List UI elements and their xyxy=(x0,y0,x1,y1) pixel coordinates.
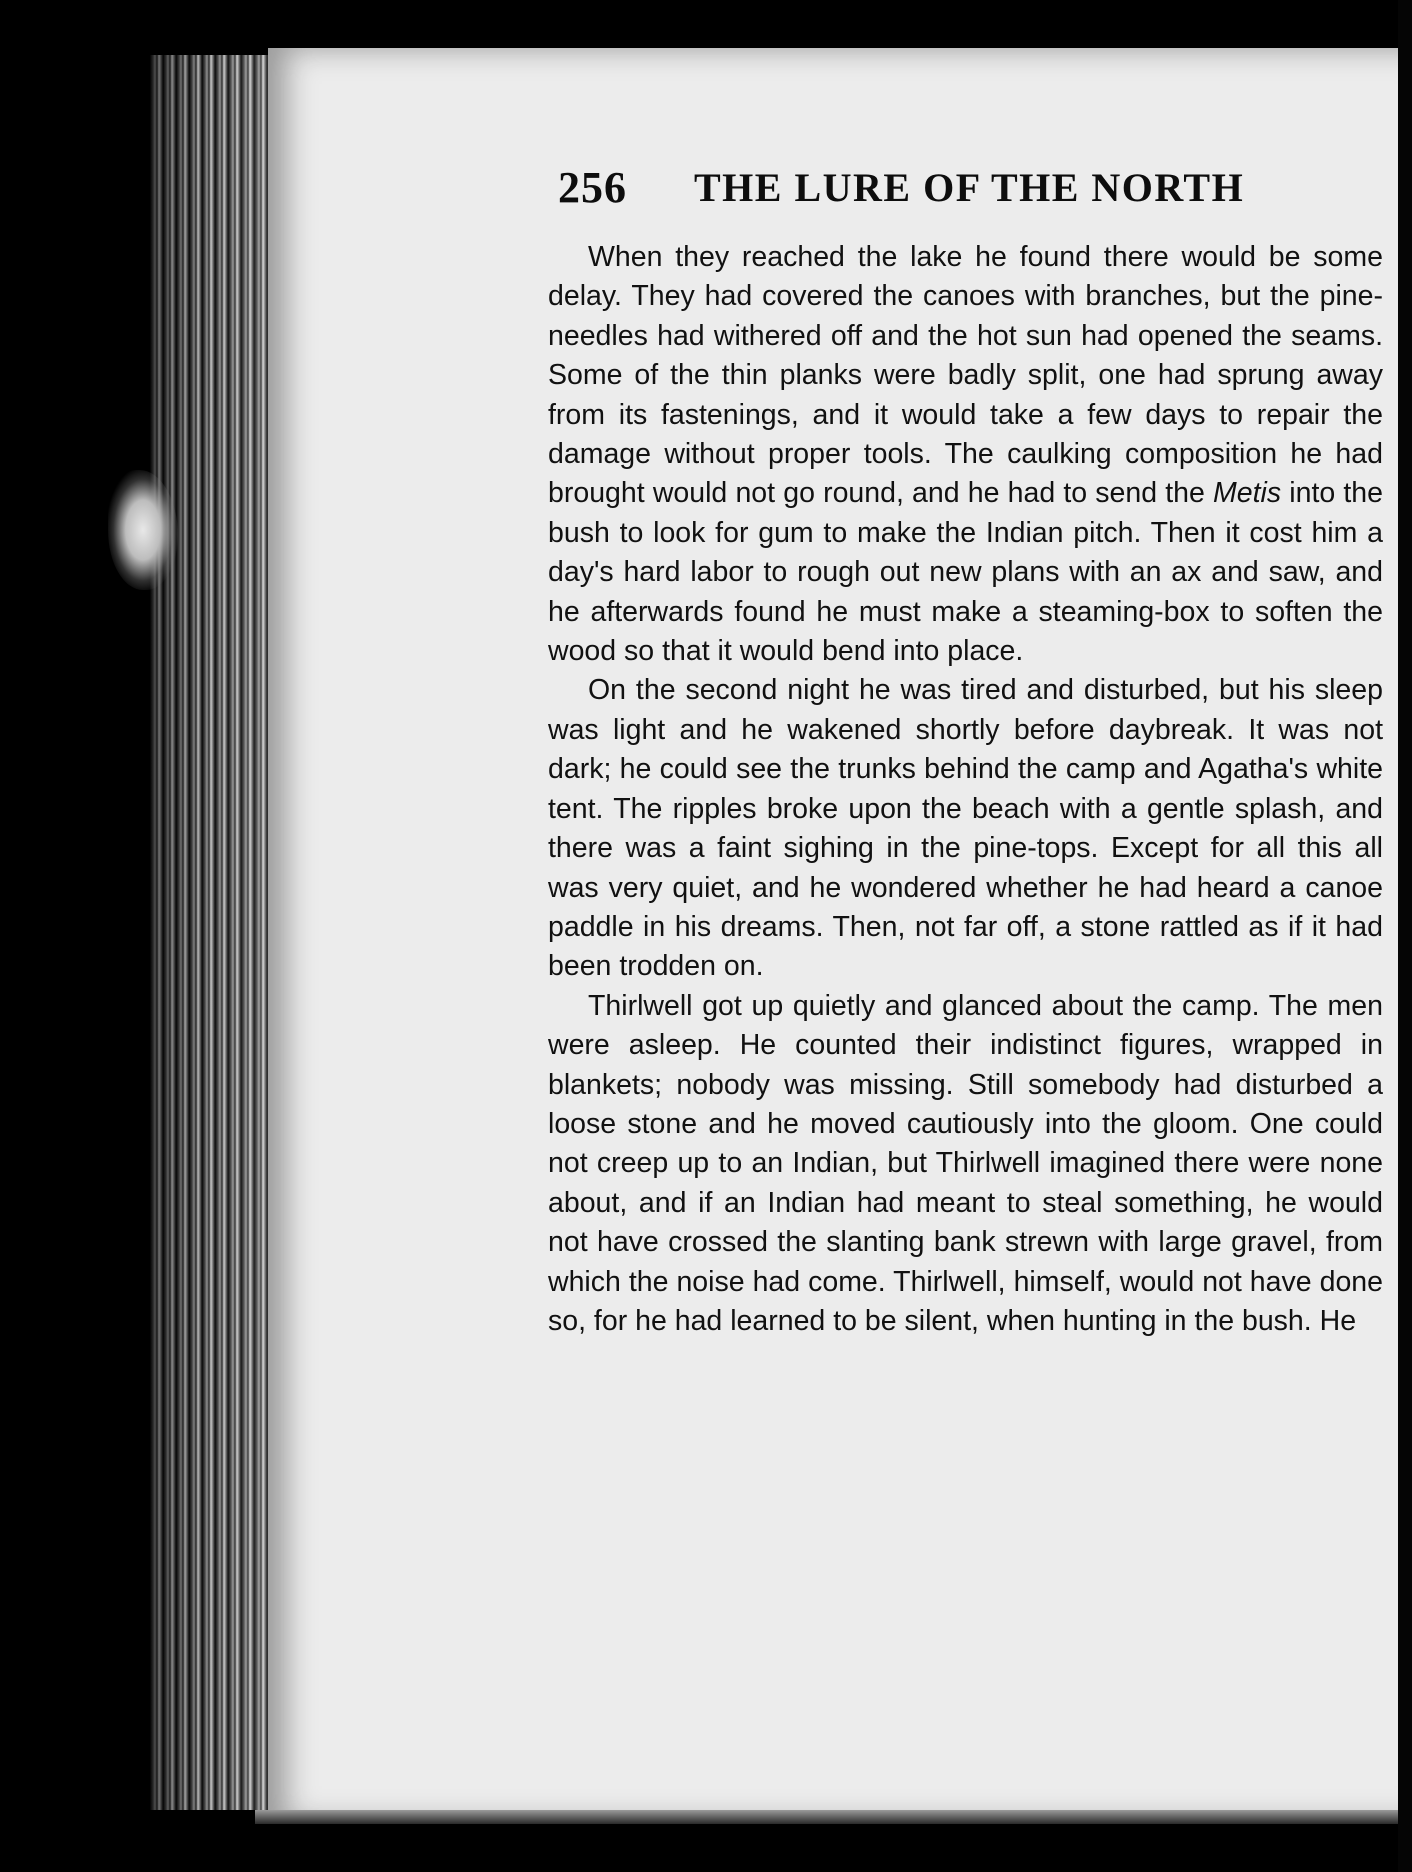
paragraph-text: into the bush to look for gum to make the Indian pitch. Then it cost him a day's hard labor to rough out new plans with an ax and saw, and he afterwards found he must make a steaming-box to soften the wood so that it would bend into place. xyxy=(548,477,1383,668)
page-bottom-edge xyxy=(255,1810,1412,1824)
paragraph xyxy=(548,238,1383,671)
paragraph: Thirlwell got up quietly and glanced about the camp. The men were asleep. He counted their indistinct figures, wrapped in blankets; nobody was missing. Still somebody had disturbed a loose stone and he moved cautiously into the gloom. One could not creep up to an Indian, but Thirlwell imagined there were none about, and if an Indian had meant to steal something, he would not have crossed the slanting bank strewn with large gravel, from which the noise had come. Thirlwell, himself, would not have done so, for he had learned to be silent, when hunting in the bush. He xyxy=(548,989,1383,1337)
running-head: THE LURE OF THE NORTH xyxy=(694,165,1245,210)
scan-border xyxy=(1398,0,1412,1872)
book-edge-shadow xyxy=(150,55,285,1810)
paragraph-text: When they reached the lake he found there would be some delay. They had covered the canoes with branches, but the pine-needles had withered off and the hot sun had opened the seams. Some of the thin planks were badly split, one had sprung away from its fastenings, and it would take a few days to repair the damage without proper tools. The caulking composition he had brought would not go round, and he had to send the xyxy=(548,241,1383,510)
page-header xyxy=(558,162,1278,226)
paragraph: On the second night he was tired and disturbed, but his sleep was light and he wakened shortly before daybreak. It was not dark; he could see the trunks behind the camp and Agatha's white tent. The ripples broke upon the beach with a gentle splash, and there was a faint sighing in the pine-tops. Except for all this all was very quiet, and he wondered whether he had heard a canoe paddle in his dreams. Then, not far off, a stone rattled as if it had been trodden on. xyxy=(548,674,1383,983)
page-number: 256 xyxy=(558,163,627,212)
body-text xyxy=(548,238,1383,1341)
italic-word: Metis xyxy=(1213,477,1282,510)
